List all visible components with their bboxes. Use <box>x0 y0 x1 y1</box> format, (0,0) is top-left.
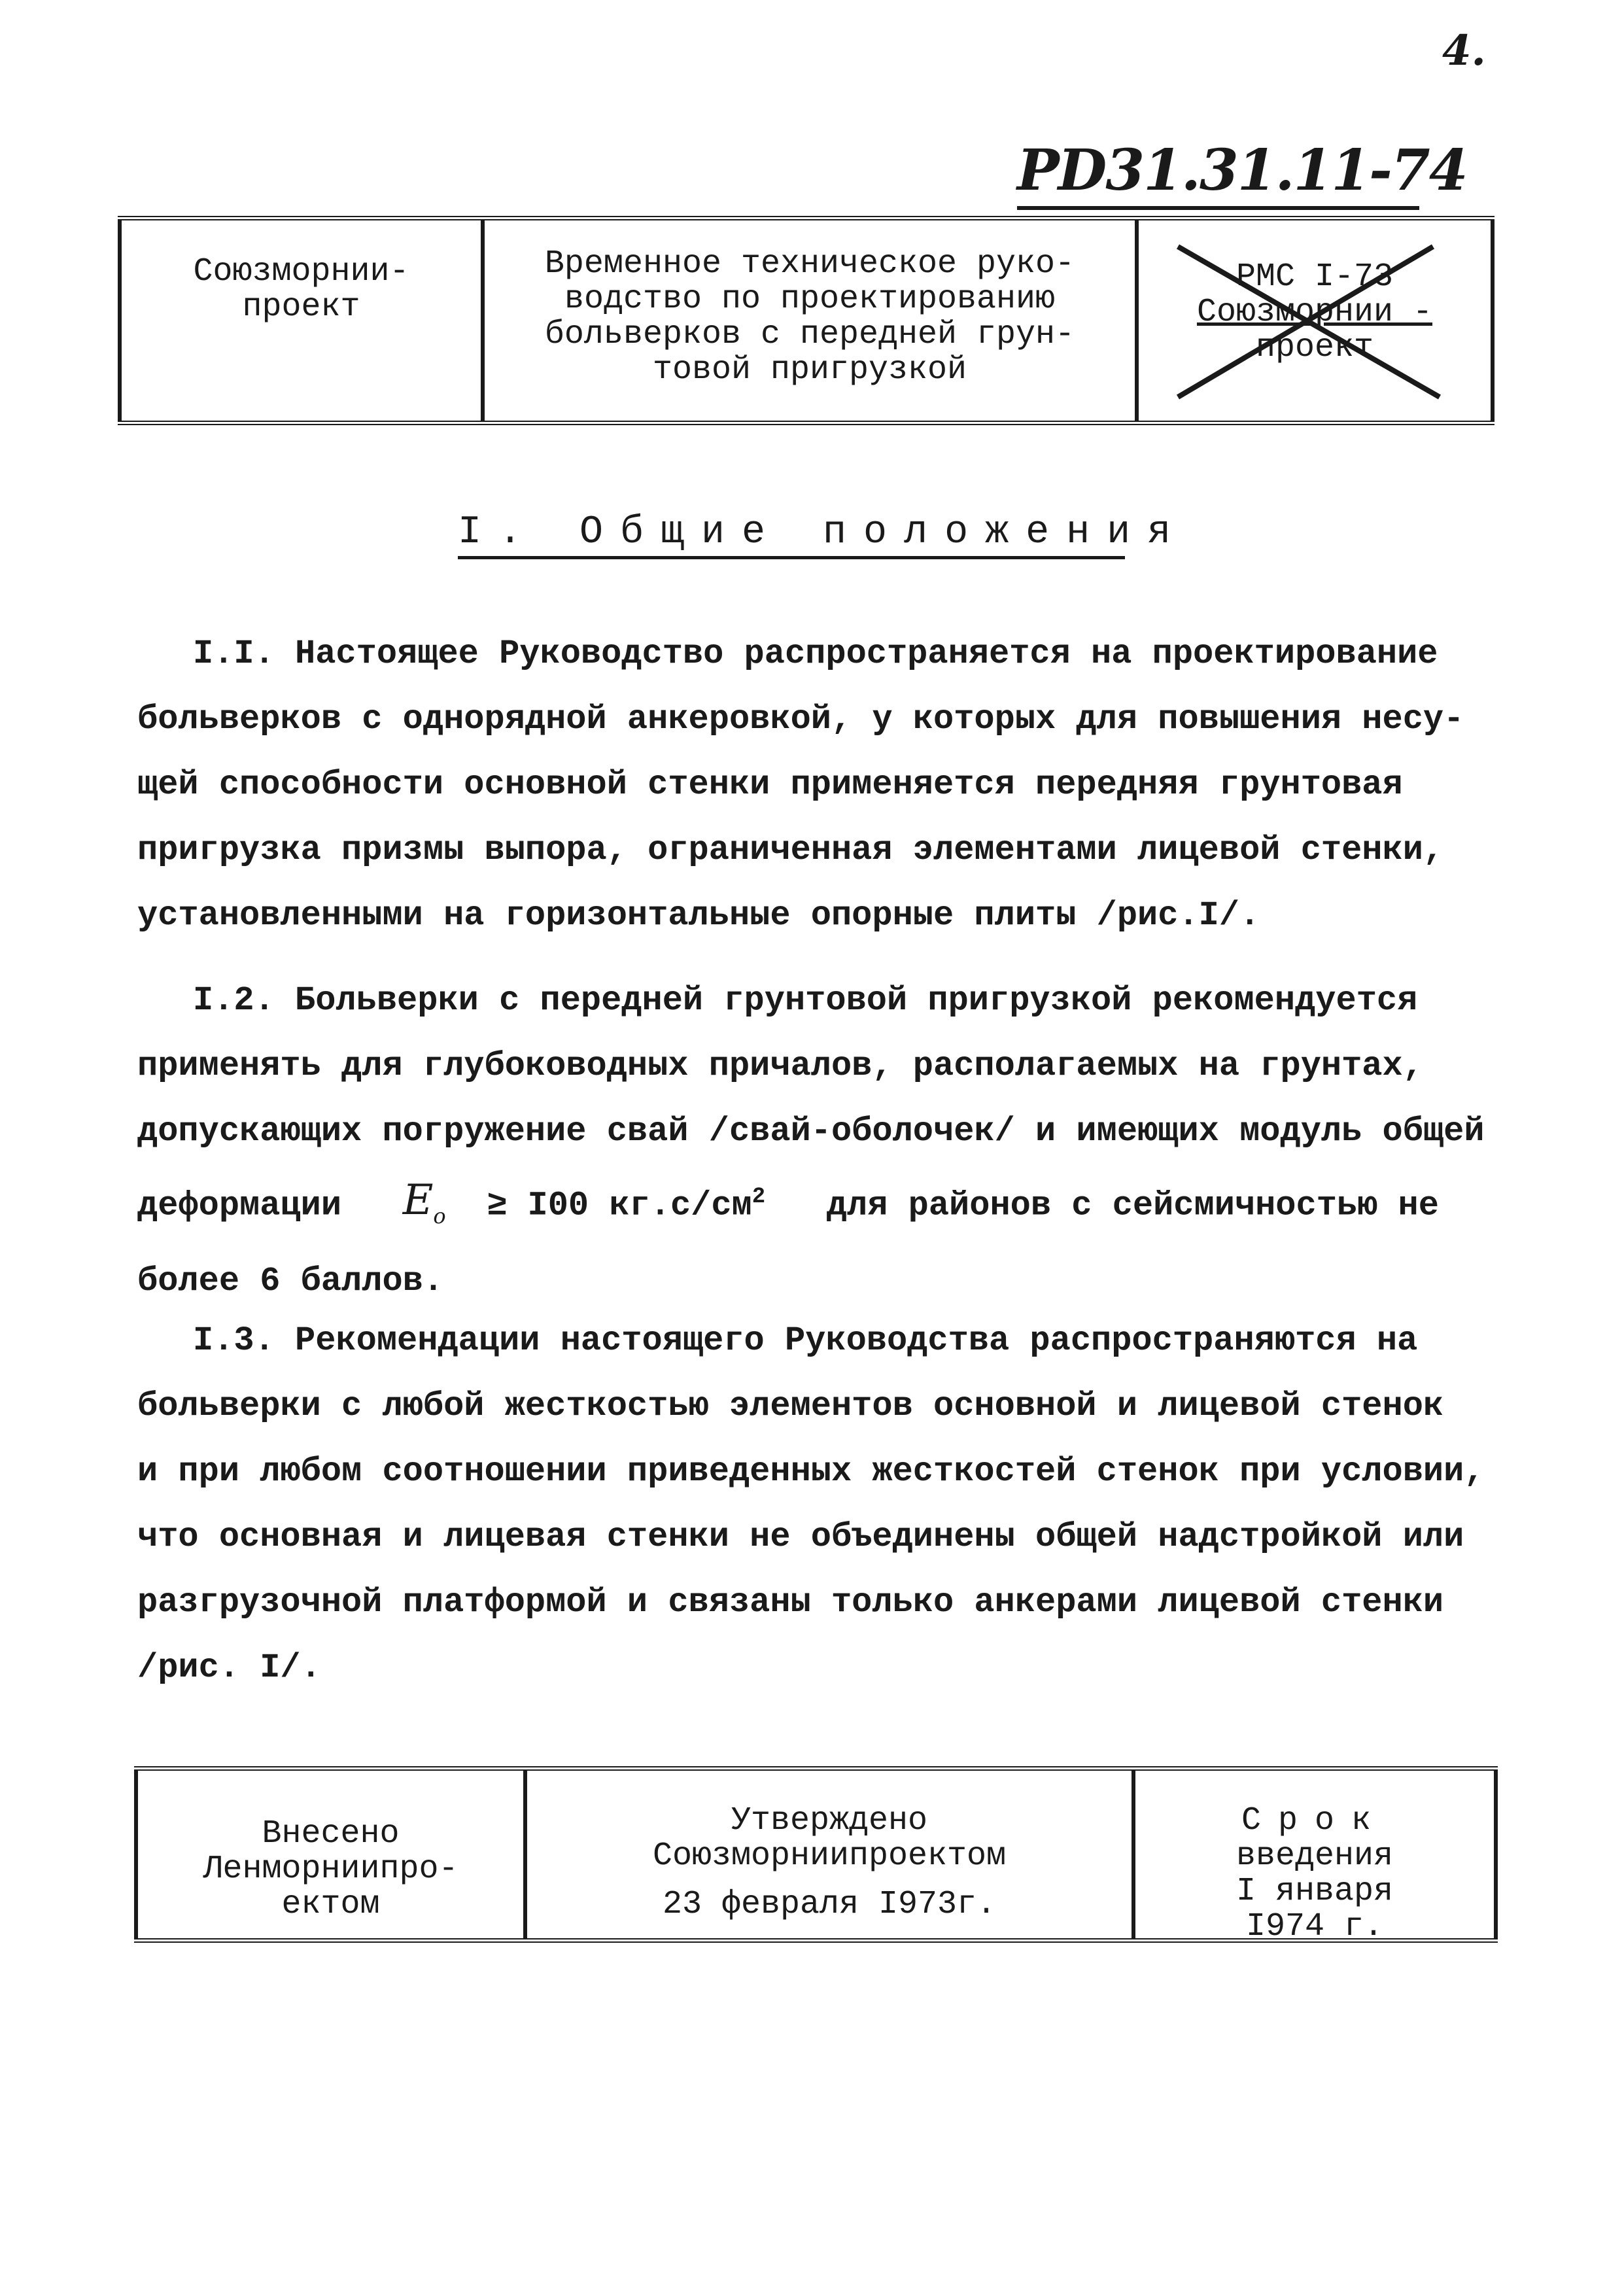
formula-suffix: для районов с сейсмичностью не <box>826 1186 1439 1225</box>
effective-date-cell <box>1132 1771 1498 1945</box>
paragraph-line: применять для глубоководных причалов, располагаемых на грунтах, <box>137 1047 1423 1085</box>
crossed-code-line: Союзморнии - <box>1196 294 1433 331</box>
modulus-symbol: $E_o$ <box>402 1176 446 1229</box>
term-line: I января <box>1235 1873 1394 1910</box>
formula-power: 2 <box>752 1185 766 1209</box>
paragraph-1-3 <box>137 1308 1491 1701</box>
crossed-code-line: проект <box>1255 329 1374 366</box>
paragraph-line: I.3. Рекомендации настоящего Руководства распространяются на <box>193 1321 1418 1360</box>
approved-line: Утверждено <box>731 1802 928 1839</box>
paragraph-line: установленными на горизонтальные опорные плиты /рис.I/. <box>137 896 1260 935</box>
document-title-line: водство по проектированию <box>564 281 1056 318</box>
paragraph-line: больверков с однорядной анкеровкой, у которых для повышения несу- <box>137 700 1464 739</box>
paragraph-line: /рис. I/. <box>137 1648 321 1687</box>
submitted-line: Ленморниипро- <box>203 1851 458 1888</box>
submitted-cell <box>134 1771 523 1938</box>
paragraph-line: пригрузка призмы выпора, ограниченная элементами лицевой стенки, <box>137 831 1444 869</box>
paragraph-line: I.2. Больверки с передней грунтовой пригрузкой рекомендуется <box>193 981 1418 1020</box>
paragraph-line: допускающих погружение свай /свай-оболочек/ и имеющих модуль общей <box>137 1112 1485 1151</box>
document-title-line: Временное техническое руко- <box>544 245 1075 283</box>
submitted-line: ектом <box>281 1886 380 1923</box>
formula-relation: ≥ I00 кг.с/см <box>487 1186 752 1225</box>
paragraph-line: более 6 баллов. <box>137 1262 444 1301</box>
formula-prefix: деформации <box>137 1186 342 1225</box>
approved-line: Союзморниипроектом <box>652 1837 1007 1875</box>
approved-cell <box>523 1771 1132 1938</box>
cross-out-mark <box>1158 234 1459 410</box>
paragraph-line: что основная и лицевая стенки не объединены общей надстройкой или <box>137 1518 1464 1556</box>
document-title-line: больверков с передней грун- <box>544 316 1075 353</box>
paragraph-line: щей способности основной стенки применяется передняя грунтовая <box>137 765 1403 804</box>
term-label: Срок <box>1241 1802 1389 1839</box>
paragraph-line: больверки с любой жесткостью элементов основной и лицевой стенок <box>137 1387 1444 1425</box>
organization-line: проект <box>242 288 360 326</box>
submitted-line: Внесено <box>262 1815 400 1852</box>
organization-cell <box>118 220 481 421</box>
formula-line <box>137 1164 1491 1249</box>
document-title-line: товой пригрузкой <box>652 351 967 389</box>
term-line: введения <box>1235 1837 1394 1875</box>
approved-date: 23 февраля I973г. <box>662 1886 997 1923</box>
paragraph-line: и при любом соотношении приведенных жесткостей стенок при условии, <box>137 1452 1485 1491</box>
document-title-cell <box>481 220 1135 421</box>
header-table <box>118 216 1494 425</box>
crossed-code-cell <box>1135 220 1494 421</box>
page-number: 4. <box>1442 26 1486 75</box>
paragraph-line: I.I. Настоящее Руководство распространяется на проектирование <box>193 635 1438 673</box>
paragraph-1-1 <box>137 621 1491 948</box>
term-line: I974 г. <box>1245 1908 1384 1945</box>
crossed-code-line: РМС I-73 <box>1235 258 1394 296</box>
paragraph-1-2 <box>137 968 1491 1314</box>
section-title: I. Общие положения <box>458 510 1125 559</box>
organization-line: Союзморнии- <box>193 253 409 290</box>
paragraph-line: разгрузочной платформой и связаны только анкерами лицевой стенки <box>137 1583 1444 1622</box>
footer-table <box>134 1766 1498 1943</box>
document-code: PD31.31.11-74 <box>1017 137 1419 210</box>
